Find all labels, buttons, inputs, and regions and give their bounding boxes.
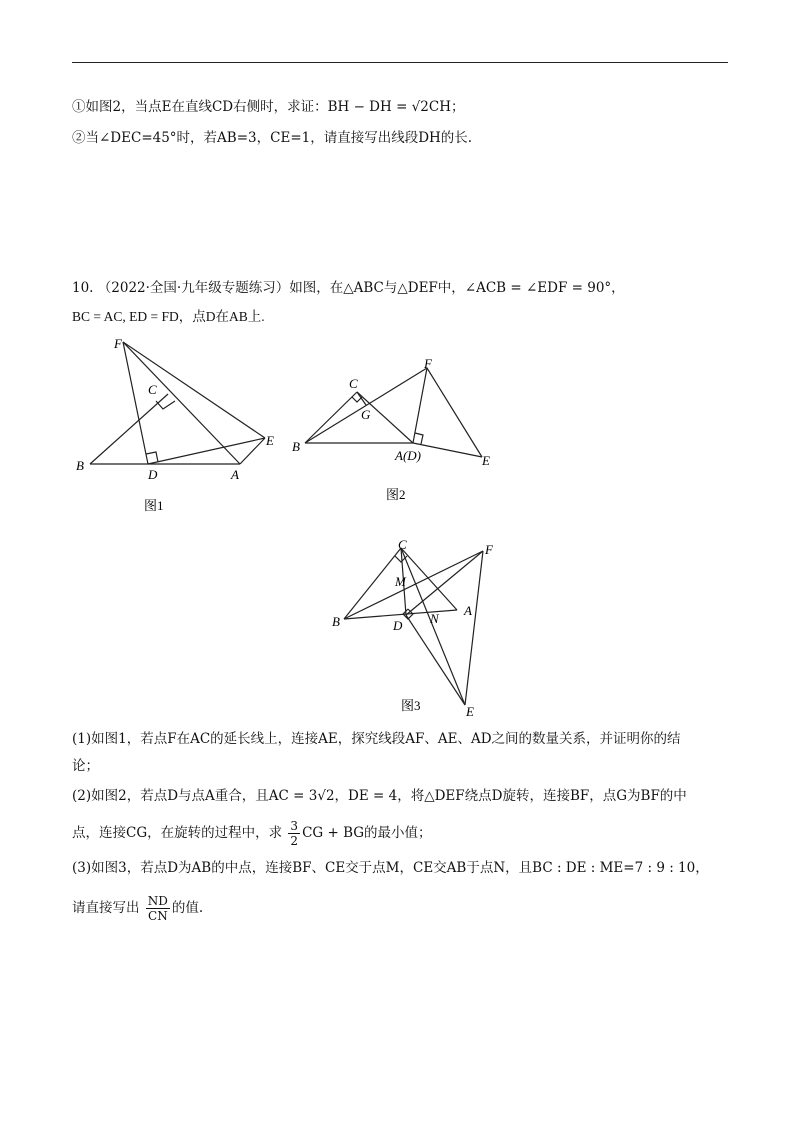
caption-fig1: 图1 bbox=[144, 498, 164, 513]
prev-part2: ②当∠DEC=45°时，若AB=3，CE=1，请直接写出线段DH的长. bbox=[72, 130, 473, 146]
figure-2 bbox=[285, 352, 510, 512]
segment-BC bbox=[344, 548, 401, 619]
label-N: N bbox=[430, 611, 439, 626]
segment-FA bbox=[123, 342, 240, 464]
right-angle-mark-C bbox=[352, 397, 362, 402]
question3-line2 bbox=[72, 894, 203, 923]
right-angle-mark-D bbox=[415, 433, 423, 444]
segment-BF bbox=[305, 368, 427, 443]
segment-BC bbox=[305, 392, 357, 443]
segment-DF bbox=[413, 368, 427, 443]
caption-fig2: 图2 bbox=[386, 487, 406, 502]
question2-text-post: CG + BG的最小值； bbox=[302, 825, 432, 841]
label-B: B bbox=[332, 614, 340, 629]
question3-text-post: 的值. bbox=[171, 900, 204, 916]
fraction-numerator: ND bbox=[147, 894, 168, 908]
segment-CE bbox=[401, 548, 465, 705]
label-C: C bbox=[148, 382, 157, 397]
label-F: F bbox=[485, 542, 493, 557]
question1-line2: 论； bbox=[72, 758, 99, 774]
fraction-three-halves bbox=[288, 819, 300, 848]
label-D: D bbox=[148, 467, 158, 482]
label-E: E bbox=[466, 704, 474, 719]
problem-source: （2022·全国·九年级专题练习） bbox=[97, 280, 290, 296]
problem-stem2: BC = AC, ED = FD，点D在AB上. bbox=[72, 309, 265, 324]
segment-DE bbox=[406, 615, 465, 705]
segment-DE bbox=[148, 438, 265, 464]
question3-text-pre: 请直接写出 bbox=[72, 900, 140, 916]
fraction-nd-cn bbox=[146, 894, 170, 923]
segment-FE bbox=[427, 368, 482, 457]
fraction-denominator: 2 bbox=[290, 834, 299, 848]
figure-1 bbox=[68, 330, 288, 520]
problem-stem1: 如图，在△ABC与△DEF中，∠ACB = ∠EDF = 90°， bbox=[289, 280, 625, 296]
fraction-numerator: 3 bbox=[290, 819, 299, 833]
segment-DE bbox=[413, 443, 482, 457]
segment-FE bbox=[465, 551, 483, 705]
label-C: C bbox=[349, 376, 358, 391]
label-C: C bbox=[398, 537, 407, 552]
question2-text-pre: 点，连接CG，在旋转的过程中，求 bbox=[72, 825, 283, 841]
label-A-D: A(D) bbox=[395, 448, 421, 463]
question3-line1: (3)如图3，若点D为AB的中点，连接BF、CE交于点M，CE交AB于点N，且BC : DE : ME=7 : 9 : 10， bbox=[72, 860, 709, 876]
figure-3 bbox=[325, 535, 510, 720]
fraction-denominator: CN bbox=[148, 909, 168, 923]
segment-FE bbox=[123, 342, 265, 438]
problem10-header bbox=[72, 278, 625, 298]
caption-fig3: 图3 bbox=[401, 698, 421, 713]
question2-line2 bbox=[72, 819, 432, 848]
segment-AE bbox=[240, 438, 265, 464]
label-F: F bbox=[424, 356, 432, 371]
prev-part1: ①如图2，当点E在直线CD右侧时，求证：BH − DH = √2CH； bbox=[72, 99, 465, 115]
label-F: F bbox=[114, 336, 122, 351]
label-B: B bbox=[292, 439, 300, 454]
label-B: B bbox=[76, 458, 84, 473]
label-A: A bbox=[231, 467, 239, 482]
label-D: D bbox=[393, 618, 403, 633]
segment-FD bbox=[123, 342, 148, 464]
question2-line1: (2)如图2，若点D与点A重合，且AC = 3√2，DE = 4，将△DEF绕点D旋转，连接BF，点G为BF的中 bbox=[72, 788, 687, 804]
label-G: G bbox=[361, 407, 371, 422]
label-A: A bbox=[464, 603, 472, 618]
label-M: M bbox=[395, 574, 406, 589]
problem-number: 10. bbox=[72, 280, 94, 296]
question1-line1: (1)如图1，若点F在AC的延长线上，连接AE，探究线段AF、AE、AD之间的数量关系，并证明你的结 bbox=[72, 731, 681, 747]
top-rule bbox=[72, 62, 728, 63]
label-E: E bbox=[266, 433, 274, 448]
label-E: E bbox=[482, 453, 490, 468]
